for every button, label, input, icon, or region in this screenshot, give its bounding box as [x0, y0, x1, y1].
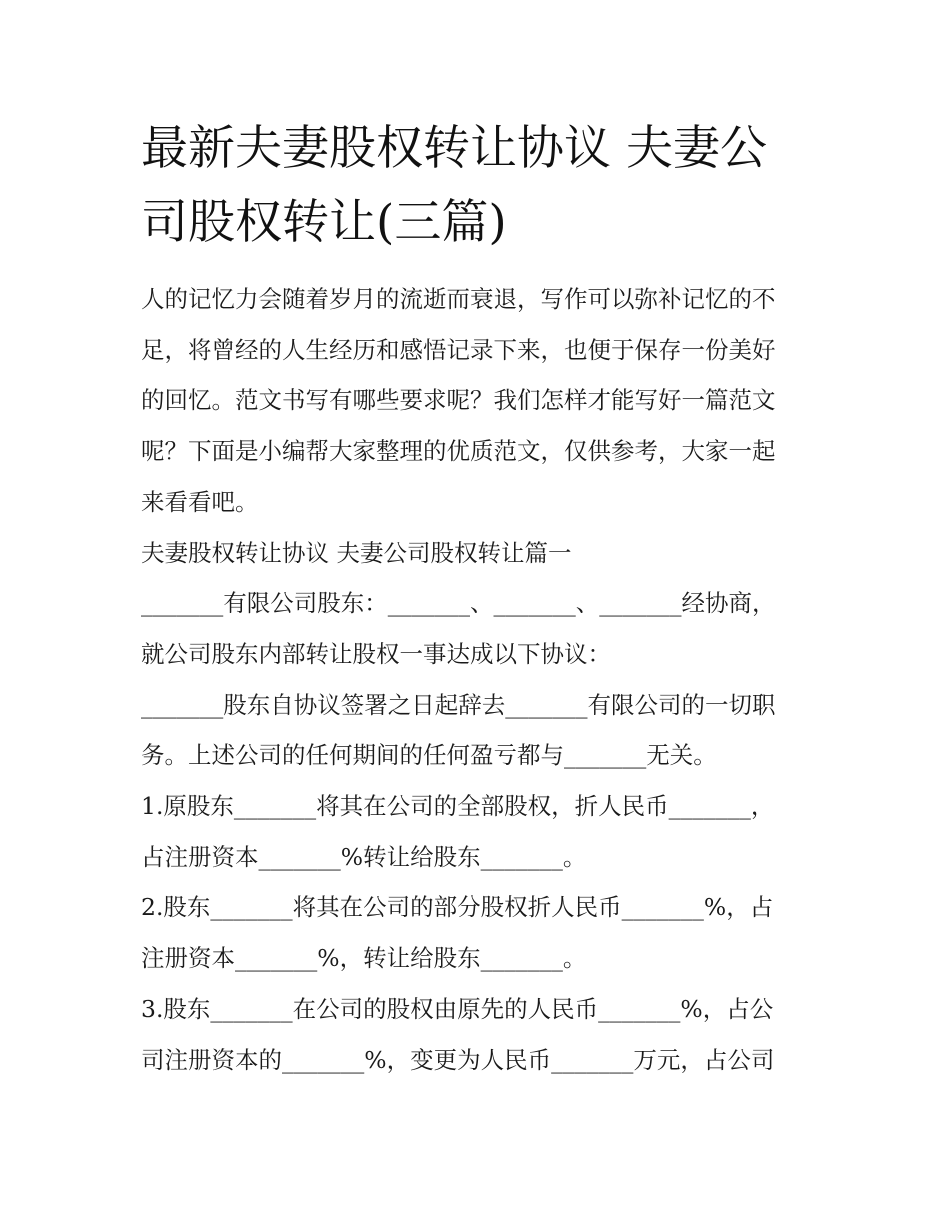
document-body: [141, 274, 816, 1085]
clause-3-line-1: 3.股东_______在公司的股权由原先的人民币_______%，占公: [141, 994, 774, 1023]
document-title: [141, 112, 816, 260]
agreement-line-4: 务。上述公司的任何期间的任何盈亏都与_______无关。: [141, 741, 717, 770]
agreement-line-1: _______有限公司股东：_______、_______、_______经协商，: [141, 589, 776, 618]
document-page: [141, 112, 816, 1085]
clause-1-line-1: 1.原股东_______将其在公司的全部股权，折人民币_______，: [141, 792, 775, 821]
section-heading: 夫妻股权转让协议 夫妻公司股权转让篇一: [141, 538, 572, 567]
clause-2-line-1: 2.股东_______将其在公司的部分股权折人民币_______%，占: [141, 893, 774, 922]
clause-2-line-2: 注册资本_______%，转让给股东_______。: [141, 944, 587, 973]
intro-line-5: 来看看吧。: [141, 487, 259, 516]
intro-line-1: 人的记忆力会随着岁月的流逝而衰退，写作可以弥补记忆的不: [141, 285, 776, 313]
clause-3-line-2: 司注册资本的_______%，变更为人民币_______万元，占公司: [141, 1045, 775, 1074]
intro-line-4: 呢？下面是小编帮大家整理的优质范文，仅供参考，大家一起: [141, 437, 776, 466]
title-line: 最新夫妻股权转让协议 夫妻公: [141, 121, 767, 176]
agreement-line-3: _______股东自协议签署之日起辞去_______有限公司的一切职: [141, 690, 776, 719]
agreement-line-2: 就公司股东内部转让股权一事达成以下协议：: [141, 639, 611, 668]
intro-line-3: 的回忆。范文书写有哪些要求呢？我们怎样才能写好一篇范文: [141, 386, 776, 415]
clause-1-line-2: 占注册资本_______%转让给股东_______。: [141, 842, 587, 871]
title-line: 司股权转让(三篇): [141, 195, 507, 250]
intro-line-2: 足，将曾经的人生经历和感悟记录下来，也便于保存一份美好: [141, 335, 776, 364]
